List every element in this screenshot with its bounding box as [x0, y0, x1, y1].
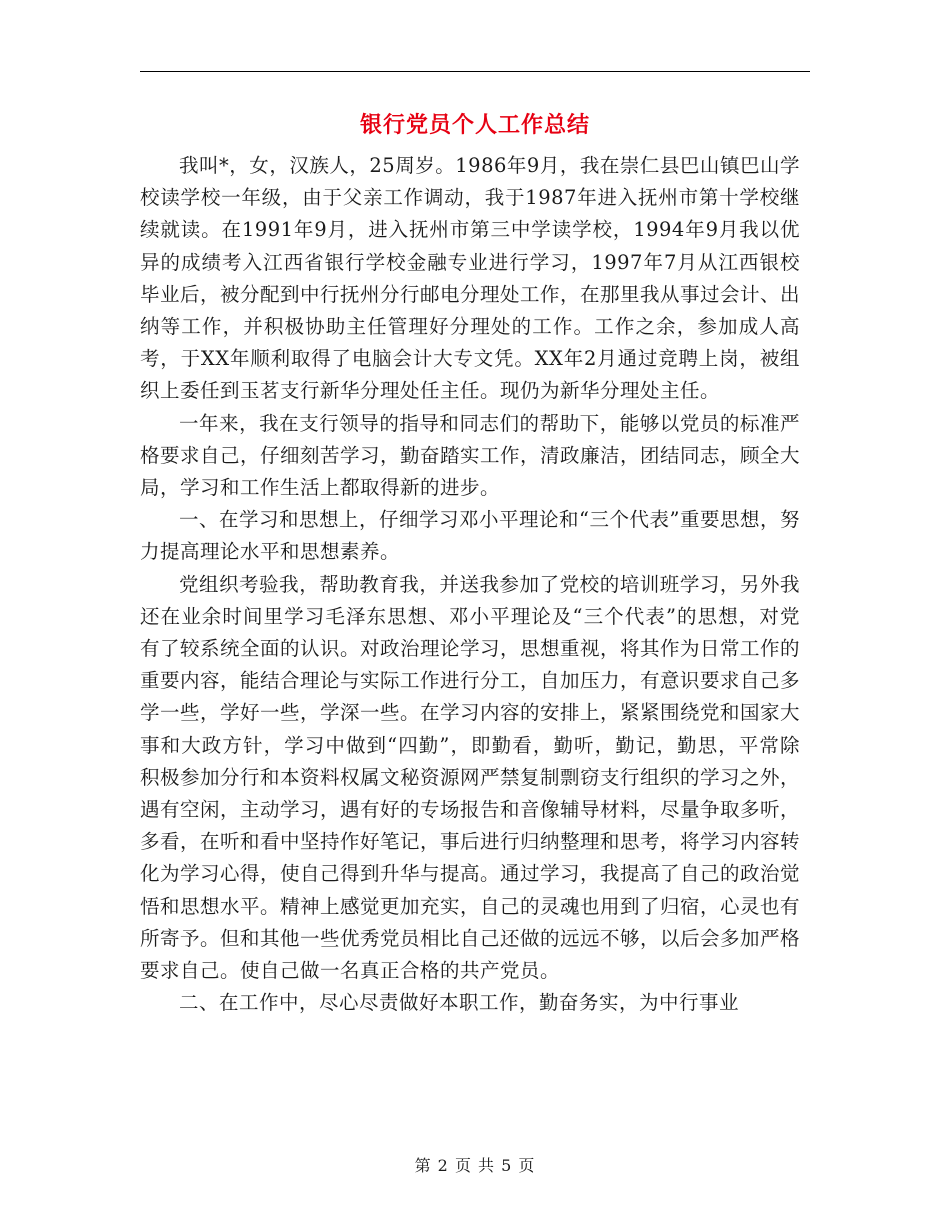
- document-body: [140, 150, 800, 1019]
- page-number-footer: 第 2 页 共 5 页: [414, 1156, 536, 1175]
- paragraph-personal-background: 我叫*，女，汉族人，25周岁。1986年9月，我在崇仁县巴山镇巴山学校读学校一年级，由于父亲工作调动，我于1987年进入抚州市第十学校继续就读。在1991年9月，进入抚州市第三中学读学校，1994年9月我以优异的成绩考入江西省银行学校金融专业进行学习，1997年7月从江西银校毕业后，被分配到中行抚州分行邮电分理处工作，在那里我从事过会计、出纳等工作，并积极协助主任管理好分理处的工作。工作之余，参加成人高考，于XX年顺利取得了电脑会计大专文凭。XX年2月通过竞聘上岗，被组织上委任到玉茗支行新华分理处任主任。现仍为新华分理处主任。: [140, 154, 801, 403]
- paragraph-study-details: 党组织考验我，帮助教育我，并送我参加了党校的培训班学习，另外我还在业余时间里学习毛泽东思想、邓小平理论及“三个代表”的思想，对党有了较系统全面的认识。对政治理论学习，思想重视，将其作为日常工作的重要内容，能结合理论与实际工作进行分工，自加压力，有意识要求自己多学一些，学好一些，学深一些。在学习内容的安排上，紧紧围绕党和国家大事和大政方针，学习中做到“四勤”，即勤看，勤听，勤记，勤思，平常除积极参加分行和本资料权属文秘资源网严禁复制剽窃支行组织的学习之外，遇有空闲，主动学习，遇有好的专场报告和音像辅导材料，尽量争取多听，多看，在听和看中坚持作好笔记，事后进行归纳整理和思考，将学习内容转化为学习心得，使自己得到升华与提高。通过学习，我提高了自己的政治觉悟和思想水平。精神上感觉更加充实，自己的灵魂也用到了归宿，心灵也有所寄予。但和其他一些优秀党员相比自己还做的远远不够，以后会多加严格要求自己。使自己做一名真正合格的共产党员。: [140, 572, 801, 983]
- header-rule: [140, 71, 810, 72]
- paragraph-section-one-heading: 一、在学习和思想上，仔细学习邓小平理论和“三个代表”重要思想，努力提高理论水平和思想素养。: [140, 508, 800, 564]
- paragraph-section-two-heading: 二、在工作中，尽心尽责做好本职工作，勤奋务实，为中行事业: [179, 991, 740, 1015]
- paragraph-year-summary: 一年来，我在支行领导的指导和同志们的帮助下，能够以党员的标准严格要求自己，仔细刻苦学习，勤奋踏实工作，清政廉洁，团结同志，顾全大局，学习和工作生活上都取得新的进步。: [140, 411, 801, 500]
- document-title: 银行党员个人工作总结: [359, 112, 590, 138]
